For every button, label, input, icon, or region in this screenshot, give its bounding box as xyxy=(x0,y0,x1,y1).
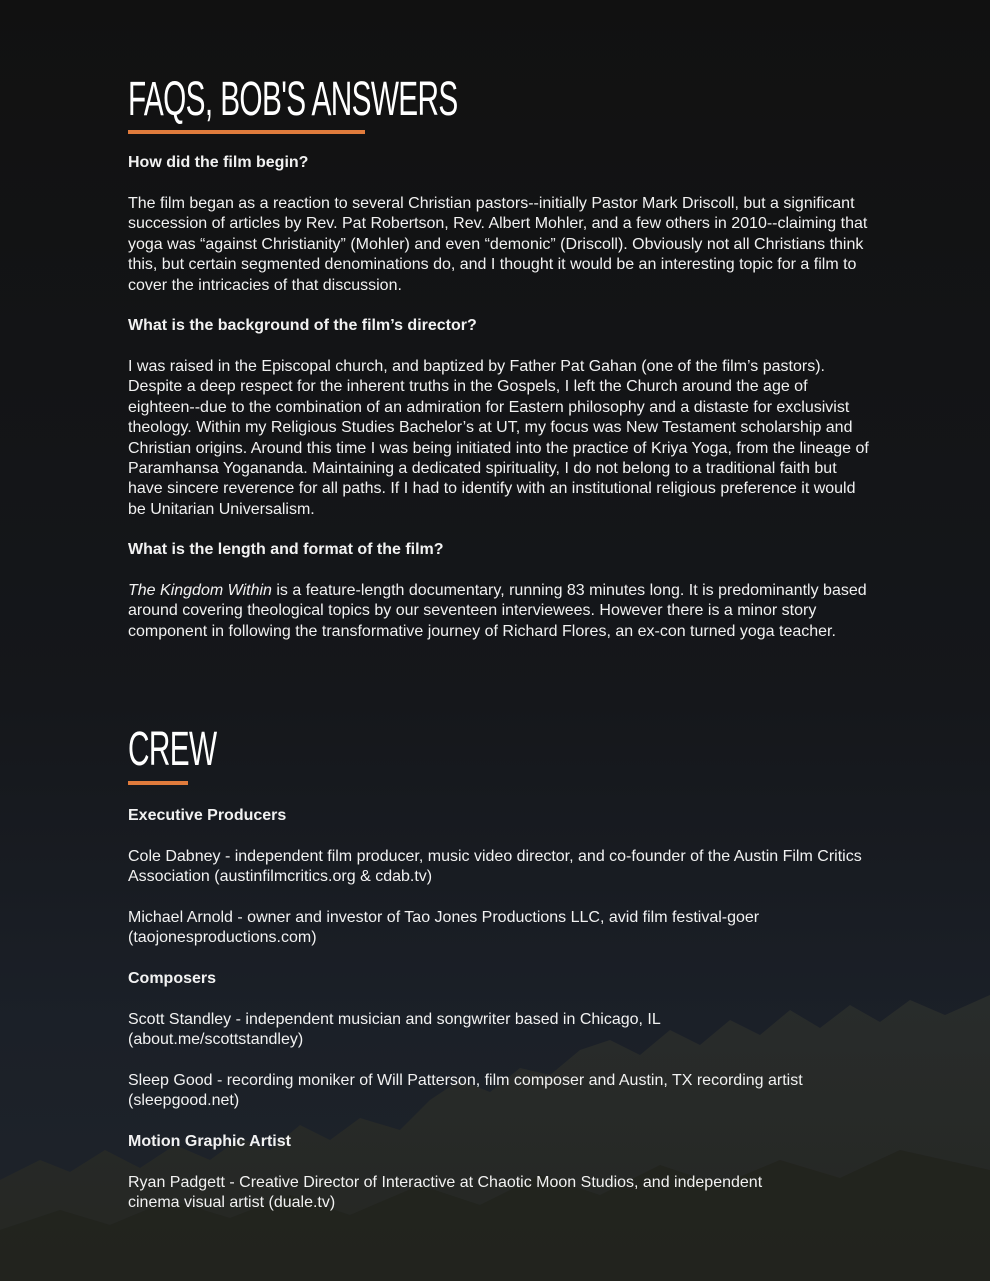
crew-title: CREW xyxy=(128,723,217,776)
crew-entry-ryan-padgett: Ryan Padgett - Creative Director of Interactive at Chaotic Moon Studios, and independent cinema visual artist (duale.tv) xyxy=(128,1174,763,1212)
crew-title-underline xyxy=(128,781,188,785)
faq-title: FAQS, BOB'S ANSWERS xyxy=(128,73,458,126)
faq-answer-3 xyxy=(128,581,873,642)
motion-graphic-heading: Motion Graphic Artist xyxy=(128,1133,291,1150)
faq-answer-1: The film began as a reaction to several Christian pastors--initially Pastor Mark Driscoll, but a significant succession of articles by Rev. Pat Robertson, Rev. Albert Mohler, and a few others in 2010--claiming that yoga was “against Christianity” (Mohler) and even “demonic” (Driscoll). Obviously not all Christians think this, but certain segmented denominations do, and I thought it would be an interesting topic for a film to cover the intricacies of that discussion. xyxy=(128,195,868,294)
crew-entry-sleep-good: Sleep Good - recording moniker of Will Patterson, film composer and Austin, TX recording artist (sleepgood.net) xyxy=(128,1072,803,1110)
crew-entry-scott-standley: Scott Standley - independent musician and songwriter based in Chicago, IL (about.me/scottstandley) xyxy=(128,1011,661,1049)
faq-question-2: What is the background of the film’s director? xyxy=(128,317,477,334)
executive-producers-heading: Executive Producers xyxy=(128,807,287,824)
crew-entry-cole-dabney: Cole Dabney - independent film producer, music video director, and co-founder of the Austin Film Critics Association (austinfilmcritics.org & cdab.tv) xyxy=(128,848,862,886)
faq-question-3: What is the length and format of the film? xyxy=(128,541,444,558)
faq-answer-2: I was raised in the Episcopal church, and baptized by Father Pat Gahan (one of the film’s pastors). Despite a deep respect for the inherent truths in the Gospels, I left the Church around the age of eighteen--due to the combination of an admiration for Eastern philosophy and a distaste for exclusivist theology. Within my Religious Studies Bachelor’s at UT, my focus was New Testament scholarship and Christian origins. Around this time I was being initiated into the practice of Kriya Yoga, from the lineage of Paramhansa Yogananda. Maintaining a dedicated spirituality, I do not belong to a traditional faith but have sincere reverence for all paths. If I had to identify with an institutional religious preference it would be Unitarian Universalism. xyxy=(128,358,869,518)
crew-entry-michael-arnold: Michael Arnold - owner and investor of Tao Jones Productions LLC, avid film festival-goer (taojonesproductions.com) xyxy=(128,909,760,947)
composers-heading: Composers xyxy=(128,970,217,987)
film-title: The Kingdom Within xyxy=(128,582,272,599)
faq-question-1: How did the film begin? xyxy=(128,154,309,171)
faq-answer-3-text: is a feature-length documentary, running 83 minutes long. It is predominantly based around covering theological topics by our seventeen interviewees. However there is a minor story component in following the transformative journey of Richard Flores, an ex-con turned yoga teacher. xyxy=(128,582,867,640)
faq-title-underline xyxy=(128,130,365,134)
